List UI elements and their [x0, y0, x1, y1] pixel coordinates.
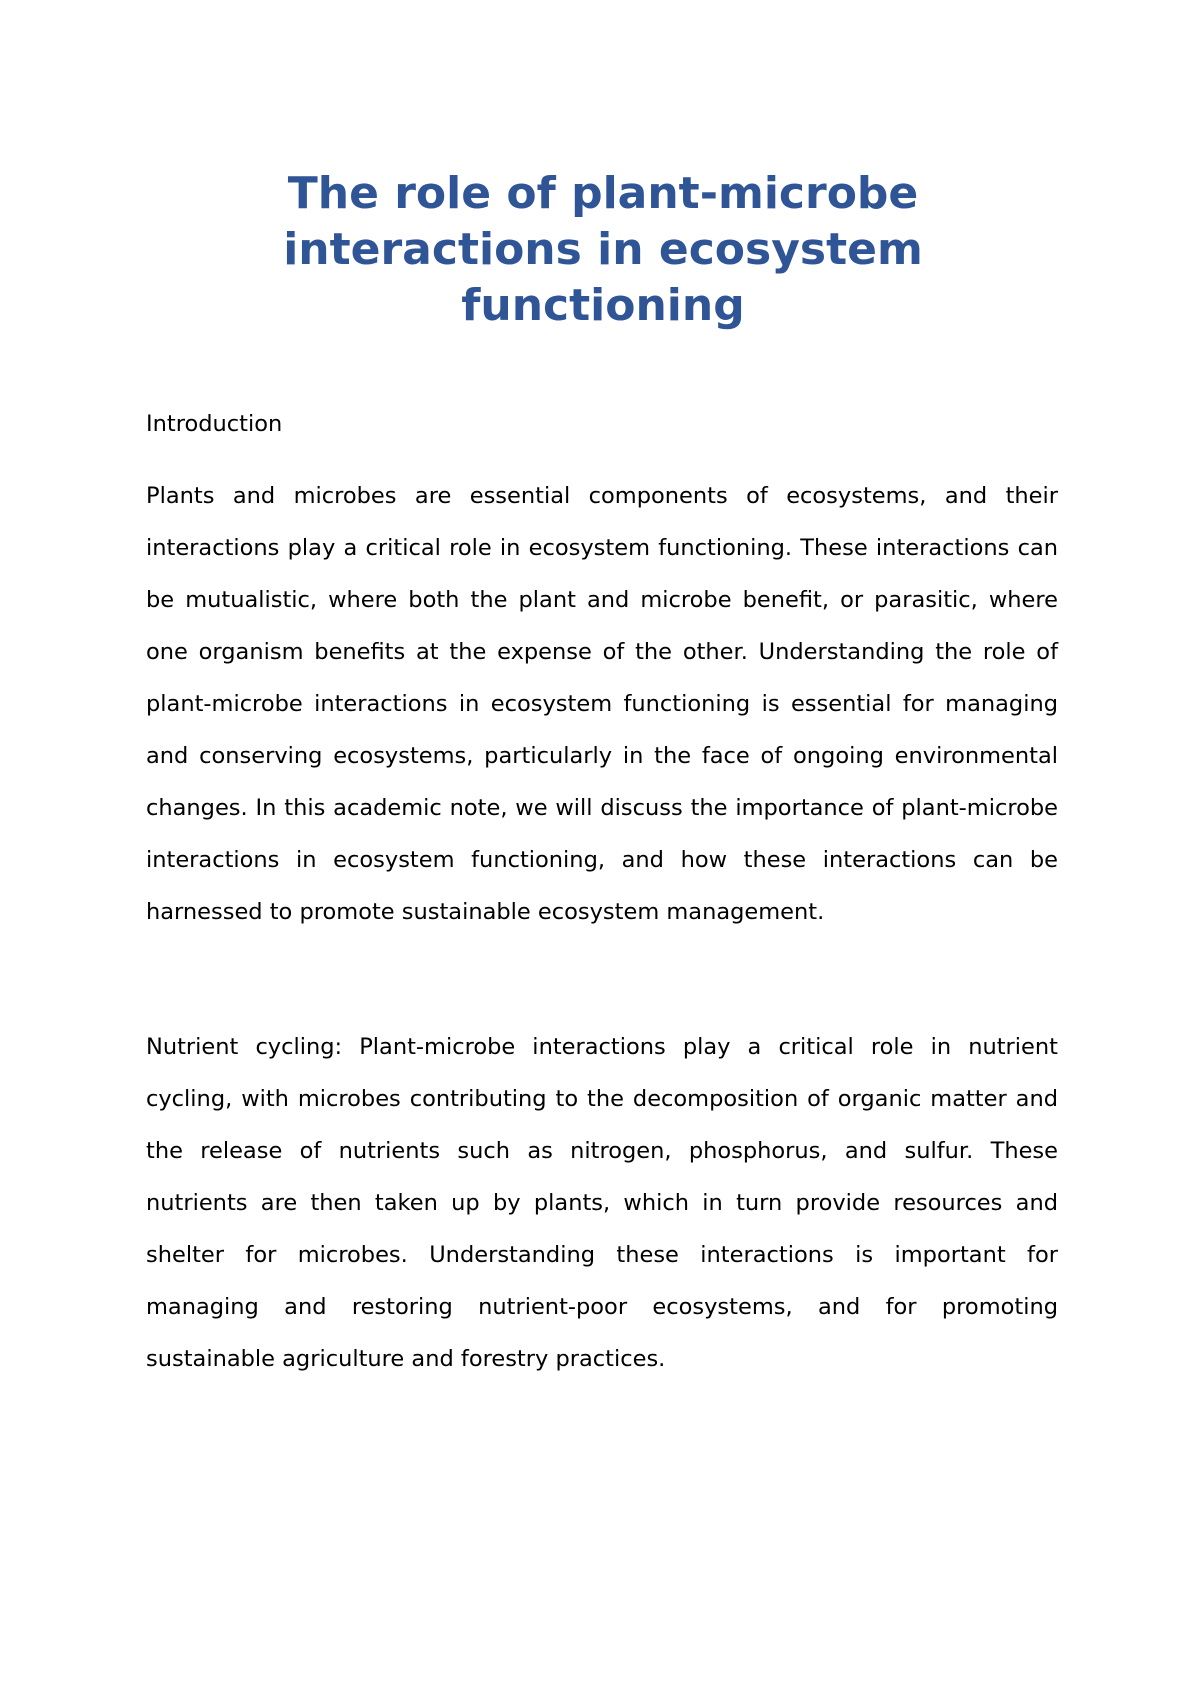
paragraph-introduction: Plants and microbes are essential components of ecosystems, and their interactions play a critical role in ecosystem functioning. These interactions can be mutualistic, where both the plant and microbe benefit, or parasitic, where one organism benefits at the expense of the other. Understanding the role of plant-microbe interactions in ecosystem functioning is essential for managing and conserving ecosystems, particularly in the face of ongoing environmental changes. In this academic note, we will discuss the importance of plant-microbe interactions in ecosystem functioning, and how these interactions can be harnessed to promote sustainable ecosystem management.	[146, 483, 1058, 925]
section-heading-introduction: Introduction	[146, 411, 283, 437]
paragraph-nutrient-cycling: Nutrient cycling: Plant-microbe interactions play a critical role in nutrient cycling, with microbes contributing to the decomposition of organic matter and the release of nutrients such as nitrogen, phosphorus, and sulfur. These nutrients are then taken up by plants, which in turn provide resources and shelter for microbes. Understanding these interactions is important for managing and restoring nutrient-poor ecosystems, and for promoting sustainable agriculture and forestry practices.	[146, 1034, 1058, 1372]
document-title	[200, 166, 1006, 334]
title-line: interactions in ecosystem	[283, 224, 923, 275]
title-line: The role of plant-microbe	[287, 168, 919, 219]
title-line: functioning	[461, 280, 745, 331]
